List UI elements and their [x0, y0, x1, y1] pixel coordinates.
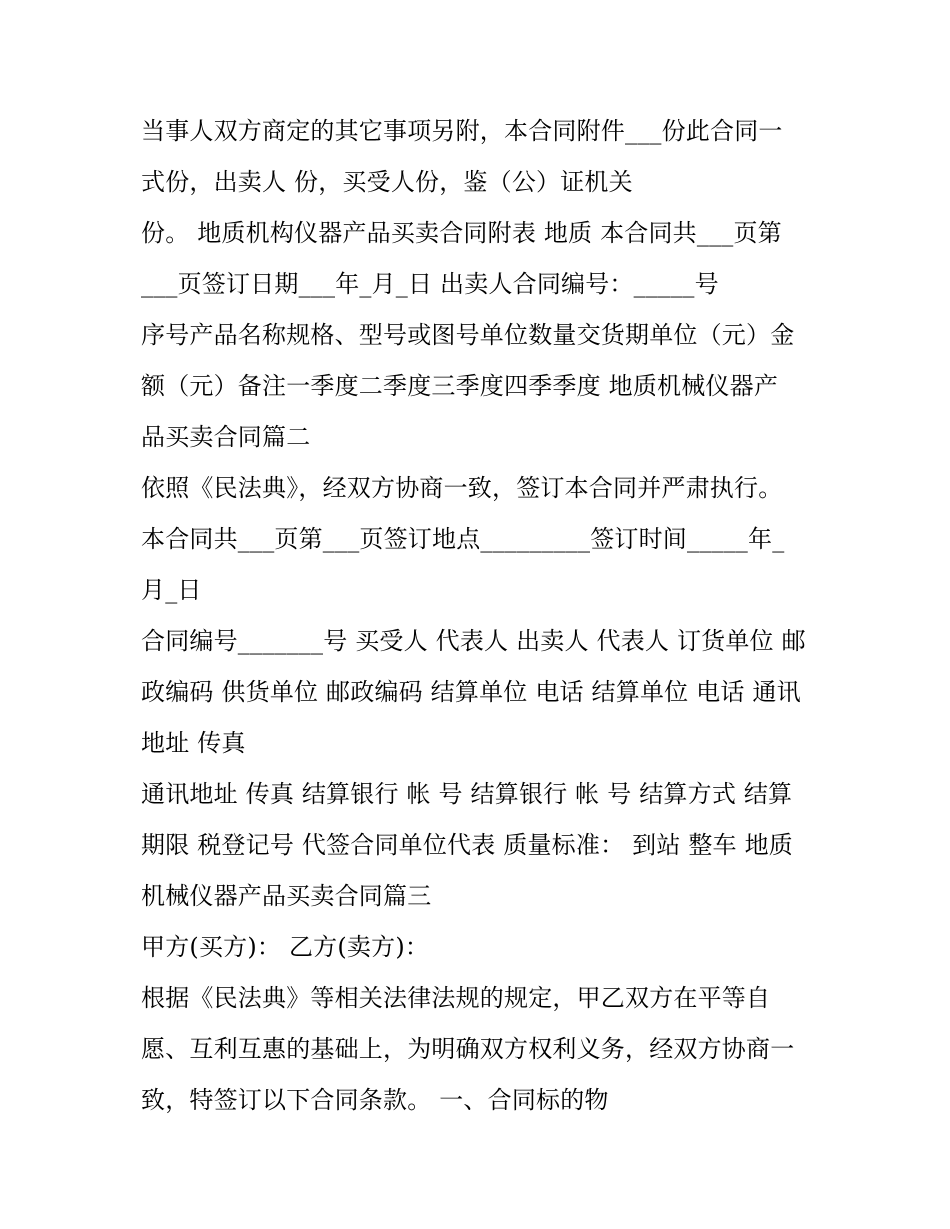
text-line: 根据《民法典》等相关法律法规的规定，甲乙双方在平等自 [141, 984, 771, 1012]
text-line: 份。 地质机构仪器产品买卖合同附表 地质 本合同共___页第 [141, 219, 782, 247]
text-line: 本合同共___页第___页签订地点_________签订时间_____年_ [141, 525, 785, 553]
text-line: 甲方(买方)： 乙方(卖方)： [141, 933, 430, 961]
text-line: 月_日 [141, 576, 202, 604]
text-line: 愿、互利互惠的基础上，为明确双方权利义务，经双方协商一 [141, 1035, 795, 1063]
document-body [141, 106, 821, 1126]
text-line: 依照《民法典》，经双方协商一致，签订本合同并严肃执行。 [141, 474, 783, 502]
text-line: 额（元）备注一季度二季度三季度四季季度 地质机械仪器产 [141, 372, 779, 400]
text-line: 致，特签订以下合同条款。 一、合同标的物 [141, 1086, 609, 1114]
text-line: 品买卖合同篇二 [141, 423, 311, 451]
text-line: 式份，出卖人 份，买受人份，鉴（公）证机关 [141, 168, 633, 196]
text-line: 合同编号_______号 买受人 代表人 出卖人 代表人 订货单位 邮 [141, 627, 806, 655]
text-line: 期限 税登记号 代签合同单位代表 质量标准： 到站 整车 地质 [141, 831, 793, 859]
text-line: 通讯地址 传真 结算银行 帐 号 结算银行 帐 号 结算方式 结算 [141, 780, 793, 808]
text-line: 机械仪器产品买卖合同篇三 [141, 882, 432, 910]
text-line: 序号产品名称规格、型号或图号单位数量交货期单位（元）金 [141, 321, 795, 349]
text-line: 当事人双方商定的其它事项另附，本合同附件___份此合同一 [141, 117, 783, 145]
text-line: ___页签订日期___年_月_日 出卖人合同编号：_____号 [141, 270, 719, 298]
text-line: 地址 传真 [141, 729, 246, 757]
text-line: 政编码 供货单位 邮政编码 结算单位 电话 结算单位 电话 通讯 [141, 678, 801, 706]
